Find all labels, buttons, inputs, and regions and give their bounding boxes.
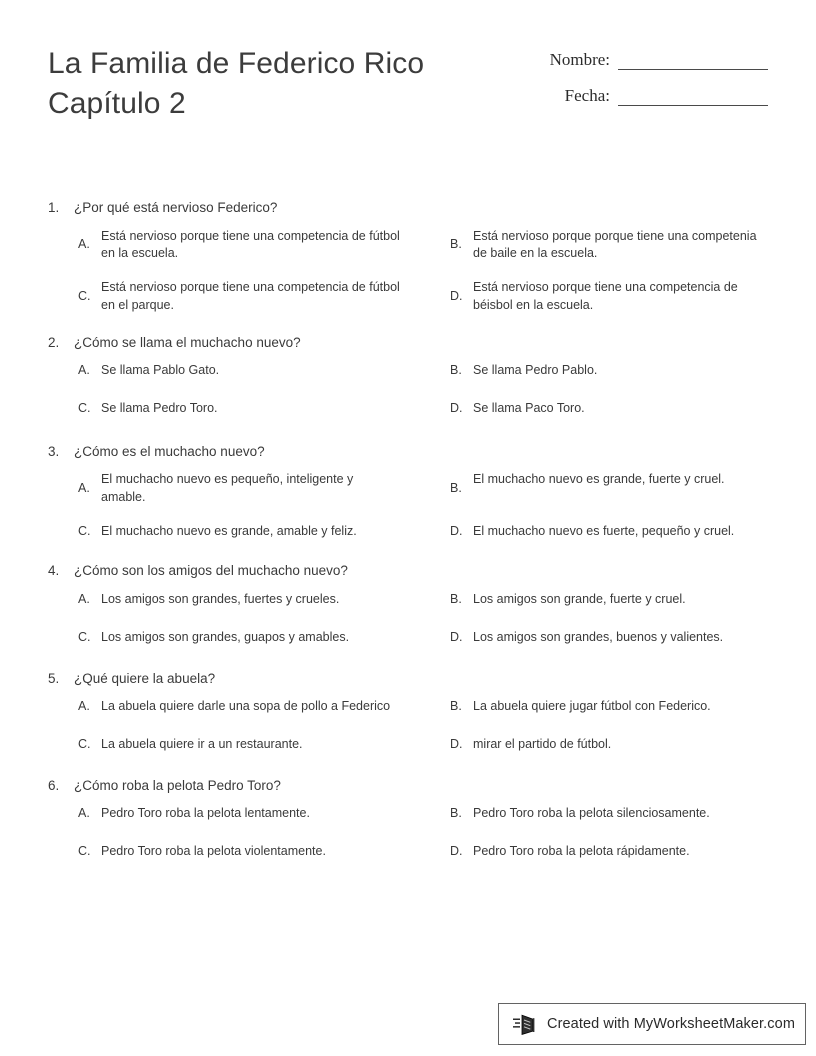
question-number: 6. bbox=[48, 777, 60, 793]
option-row bbox=[78, 279, 768, 315]
question-prompt: ¿Cómo roba la pelota Pedro Toro? bbox=[74, 777, 281, 793]
option-text: Se llama Pedro Pablo. bbox=[473, 363, 598, 378]
question-prompt: ¿Cómo son los amigos del muchacho nuevo? bbox=[74, 563, 348, 579]
option-letter: A. bbox=[78, 237, 90, 252]
option-letter: C. bbox=[78, 400, 91, 415]
option-text: El muchacho nuevo es grande, amable y feliz. bbox=[101, 523, 357, 538]
option-c[interactable] bbox=[78, 400, 450, 418]
option-letter: A. bbox=[78, 592, 90, 606]
option-b[interactable] bbox=[450, 362, 798, 380]
option-a[interactable] bbox=[78, 698, 450, 716]
option-letter: B. bbox=[450, 481, 462, 496]
question-item bbox=[48, 333, 768, 418]
option-d[interactable] bbox=[450, 523, 798, 541]
option-letter: D. bbox=[450, 288, 463, 303]
option-row bbox=[78, 843, 768, 861]
question-item bbox=[48, 776, 768, 861]
option-row bbox=[78, 736, 768, 754]
date-row bbox=[528, 86, 768, 106]
title-line-1: La Familia de Federico Rico bbox=[48, 47, 425, 80]
footer-attribution-text: Created with MyWorksheetMaker.com bbox=[547, 1016, 796, 1032]
date-label: Fecha: bbox=[564, 86, 610, 105]
option-row bbox=[78, 400, 768, 418]
option-letter: B. bbox=[450, 806, 462, 821]
option-text: La abuela quiere jugar fútbol con Federico. bbox=[473, 699, 711, 714]
options-group bbox=[48, 698, 768, 754]
option-text: Los amigos son grandes, fuertes y crueles. bbox=[101, 592, 340, 606]
option-letter: C. bbox=[78, 523, 91, 538]
options-group bbox=[48, 805, 768, 861]
option-letter: D. bbox=[450, 736, 463, 751]
question-item bbox=[48, 198, 768, 315]
option-row bbox=[78, 523, 768, 541]
question-item bbox=[48, 561, 768, 646]
question-item bbox=[48, 669, 768, 754]
options-group bbox=[48, 228, 768, 315]
option-text: Los amigos son grande, fuerte y cruel. bbox=[473, 592, 686, 606]
questions-list bbox=[48, 198, 768, 881]
option-letter: D. bbox=[450, 843, 463, 858]
question-prompt: ¿Cómo es el muchacho nuevo? bbox=[74, 443, 265, 459]
worksheet-maker-logo-icon bbox=[513, 1012, 539, 1036]
option-d[interactable] bbox=[450, 843, 798, 861]
question-header bbox=[48, 776, 768, 796]
option-row bbox=[78, 362, 768, 380]
option-row bbox=[78, 228, 768, 264]
option-text: Se llama Pedro Toro. bbox=[101, 400, 218, 415]
option-letter: D. bbox=[450, 523, 463, 538]
option-c[interactable] bbox=[78, 736, 450, 754]
page-title bbox=[48, 44, 508, 123]
question-number: 3. bbox=[48, 443, 60, 459]
option-d[interactable] bbox=[450, 629, 798, 647]
option-letter: C. bbox=[78, 288, 91, 303]
option-text: El muchacho nuevo es grande, fuerte y cruel. bbox=[473, 472, 725, 487]
option-d[interactable] bbox=[450, 279, 798, 315]
option-c[interactable] bbox=[78, 279, 450, 315]
name-input[interactable] bbox=[618, 50, 768, 70]
option-b[interactable] bbox=[450, 471, 798, 507]
question-prompt: ¿Por qué está nervioso Federico? bbox=[74, 200, 278, 215]
option-text: Está nervioso porque porque tiene una competenia de baile en la escuela. bbox=[473, 228, 757, 261]
question-header bbox=[48, 198, 768, 218]
name-label: Nombre: bbox=[549, 50, 610, 69]
question-header bbox=[48, 561, 768, 581]
option-text: El muchacho nuevo es fuerte, pequeño y cruel. bbox=[473, 523, 735, 538]
footer-attribution-badge[interactable] bbox=[498, 1003, 806, 1045]
option-row bbox=[78, 471, 768, 507]
question-prompt: ¿Cómo se llama el muchacho nuevo? bbox=[74, 334, 301, 350]
question-header bbox=[48, 442, 768, 462]
options-group bbox=[48, 591, 768, 647]
option-text: Los amigos son grandes, guapos y amables. bbox=[101, 629, 350, 644]
question-item bbox=[48, 442, 768, 541]
option-b[interactable] bbox=[450, 591, 798, 609]
option-text: Está nervioso porque tiene una competencia de fútbol en el parque. bbox=[101, 280, 400, 312]
question-prompt: ¿Qué quiere la abuela? bbox=[74, 670, 216, 686]
question-number: 2. bbox=[48, 334, 60, 350]
name-row bbox=[528, 50, 768, 70]
option-d[interactable] bbox=[450, 736, 798, 754]
option-letter: B. bbox=[450, 699, 462, 714]
option-text: Está nervioso porque tiene una competencia de fútbol en la escuela. bbox=[101, 228, 400, 261]
date-input[interactable] bbox=[618, 86, 768, 106]
option-c[interactable] bbox=[78, 629, 450, 647]
option-letter: C. bbox=[78, 629, 91, 644]
option-a[interactable] bbox=[78, 471, 450, 507]
option-letter: A. bbox=[78, 481, 90, 496]
option-a[interactable] bbox=[78, 805, 450, 823]
option-a[interactable] bbox=[78, 362, 450, 380]
worksheet-header bbox=[48, 44, 768, 134]
student-info-block bbox=[528, 50, 768, 122]
option-letter: B. bbox=[450, 363, 462, 378]
option-letter: C. bbox=[78, 843, 91, 858]
question-header bbox=[48, 333, 768, 353]
question-number: 4. bbox=[48, 563, 60, 579]
option-letter: B. bbox=[450, 237, 462, 252]
option-text: La abuela quiere ir a un restaurante. bbox=[101, 736, 303, 751]
option-row bbox=[78, 805, 768, 823]
option-a[interactable] bbox=[78, 228, 450, 264]
option-row bbox=[78, 591, 768, 609]
option-text: Pedro Toro roba la pelota silenciosamente. bbox=[473, 806, 710, 821]
option-text: Se llama Pablo Gato. bbox=[101, 363, 220, 378]
option-text: Los amigos son grandes, buenos y valientes. bbox=[473, 629, 724, 644]
option-row bbox=[78, 629, 768, 647]
option-text: La abuela quiere darle una sopa de pollo a Federico bbox=[101, 699, 391, 714]
option-text: Pedro Toro roba la pelota lentamente. bbox=[101, 806, 310, 821]
option-b[interactable] bbox=[450, 698, 798, 716]
option-b[interactable] bbox=[450, 228, 798, 264]
option-text: Pedro Toro roba la pelota violentamente. bbox=[101, 843, 326, 858]
option-text: Está nervioso porque tiene una competencia de béisbol en la escuela. bbox=[473, 280, 738, 312]
options-group bbox=[48, 471, 768, 540]
option-b[interactable] bbox=[450, 805, 798, 823]
option-text: El muchacho nuevo es pequeño, inteligente y amable. bbox=[101, 472, 354, 504]
option-c[interactable] bbox=[78, 523, 450, 541]
title-line-2: Capítulo 2 bbox=[48, 86, 186, 120]
option-letter: D. bbox=[450, 629, 463, 644]
question-header bbox=[48, 669, 768, 689]
options-group bbox=[48, 362, 768, 418]
option-row bbox=[78, 698, 768, 716]
option-letter: A. bbox=[78, 363, 90, 378]
option-letter: C. bbox=[78, 736, 91, 751]
option-letter: D. bbox=[450, 400, 463, 415]
option-d[interactable] bbox=[450, 400, 798, 418]
option-c[interactable] bbox=[78, 843, 450, 861]
question-number: 5. bbox=[48, 670, 60, 686]
option-text: mirar el partido de fútbol. bbox=[473, 736, 612, 751]
question-number: 1. bbox=[48, 200, 60, 215]
option-text: Se llama Paco Toro. bbox=[473, 400, 585, 415]
option-letter: B. bbox=[450, 592, 462, 606]
option-text: Pedro Toro roba la pelota rápidamente. bbox=[473, 843, 690, 858]
option-letter: A. bbox=[78, 699, 90, 714]
option-a[interactable] bbox=[78, 591, 450, 609]
option-letter: A. bbox=[78, 806, 90, 821]
